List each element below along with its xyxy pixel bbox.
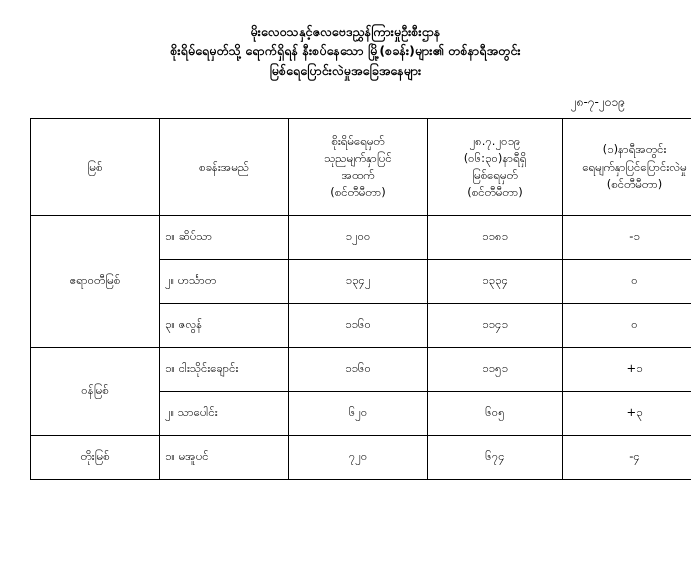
danger-level-line-1: စိုးရိမ်ရေမှတ် [331, 133, 385, 148]
hourly-change-cell: ၀ [563, 260, 691, 304]
observed-line-3: မြစ်ရေမှတ် [472, 168, 518, 183]
report-date: ၂၈-၇-၂၀၁၉ [570, 95, 625, 110]
danger-level-line-4: (စင်တီမီတာ) [330, 185, 386, 200]
hourly-change-cell: ၀ [563, 304, 691, 348]
danger-level-cell: ၆၂၀ [289, 392, 428, 436]
table-row [31, 216, 691, 260]
table-body [31, 216, 691, 480]
column-header-observed-level [428, 119, 563, 216]
danger-level-cell: ၇၂၀ [289, 436, 428, 480]
title-line-3: မြစ်ရေပြောင်းလဲမှုအခြေအနေများ [269, 62, 422, 78]
observed-level-cell: ၆၀၅ [428, 392, 563, 436]
station-cell: ၃။ ဇလွန် [160, 304, 289, 348]
danger-level-cell: ၁၃၄၂ [289, 260, 428, 304]
danger-level-line-3: အထက် [341, 168, 375, 183]
river-level-table [30, 118, 691, 480]
station-cell: ၁။ ဆိပ်သာ [160, 216, 289, 260]
change-line-1: (၁)နာရီအတွင်း [602, 142, 667, 157]
danger-level-cell: ၁၁၆၀ [289, 348, 428, 392]
observed-level-cell: ၁၁၈၁ [428, 216, 563, 260]
hourly-change-cell: +၃ [563, 392, 691, 436]
observed-line-1: ၂၈.၇.၂၀၁၉ [469, 133, 521, 148]
table-header [31, 119, 691, 216]
station-cell: ၂။ ဟင်္သာတ [160, 260, 289, 304]
observed-level-cell: ၁၃၃၄ [428, 260, 563, 304]
table-row [31, 436, 691, 480]
station-cell: ၁။ ငါးသိုင်းချောင်း [160, 348, 289, 392]
title-line-2: စိုးရိမ်ရေမှတ်သို့ ရောက်ရှိရန် နီးစပ်နေသော မြို့(စခန်း)များ၏ တစ်နာရီအတွင်း [170, 43, 521, 59]
title-line-1: မိုးလေဝသနှင့်ဇလဗေဒညွှန်ကြားမှုဦးစီးဌာန [250, 24, 441, 39]
hourly-change-cell: +၁ [563, 348, 691, 392]
column-header-region: မြစ် [31, 119, 160, 216]
hourly-change-cell: -၄ [563, 436, 691, 480]
station-cell: ၂။ သာပေါင်း [160, 392, 289, 436]
column-header-danger-level [289, 119, 428, 216]
change-line-2: ရေမျက်နှာပြင်ပြောင်းလဲမှု [582, 159, 687, 174]
column-header-station: စခန်းအမည် [160, 119, 289, 216]
observed-level-cell: ၆၇၄ [428, 436, 563, 480]
observed-line-2: (၀၆:၃၀)နာရီရှိ [463, 150, 527, 165]
document-title-block [30, 22, 661, 80]
change-line-3: (စင်တီမီတာ) [606, 176, 663, 191]
observed-line-4: (စင်တီမီတာ) [467, 185, 523, 200]
observed-level-cell: ၁၁၄၁ [428, 304, 563, 348]
table-header-row [31, 119, 691, 216]
region-cell-3: တိုးမြစ် [31, 436, 160, 480]
table-row [31, 348, 691, 392]
danger-level-line-2: သုညမျက်နှာပြင် [324, 150, 392, 165]
station-cell: ၁။ မအူပင် [160, 436, 289, 480]
observed-level-cell: ၁၁၅၁ [428, 348, 563, 392]
hourly-change-cell: -၁ [563, 216, 691, 260]
region-cell-2: ဝန်မြစ် [31, 348, 160, 436]
column-header-hourly-change [563, 119, 691, 216]
region-cell-1: ဧရာဝတီမြစ် [31, 216, 160, 348]
danger-level-cell: ၁၁၆၀ [289, 304, 428, 348]
danger-level-cell: ၁၂၀၀ [289, 216, 428, 260]
